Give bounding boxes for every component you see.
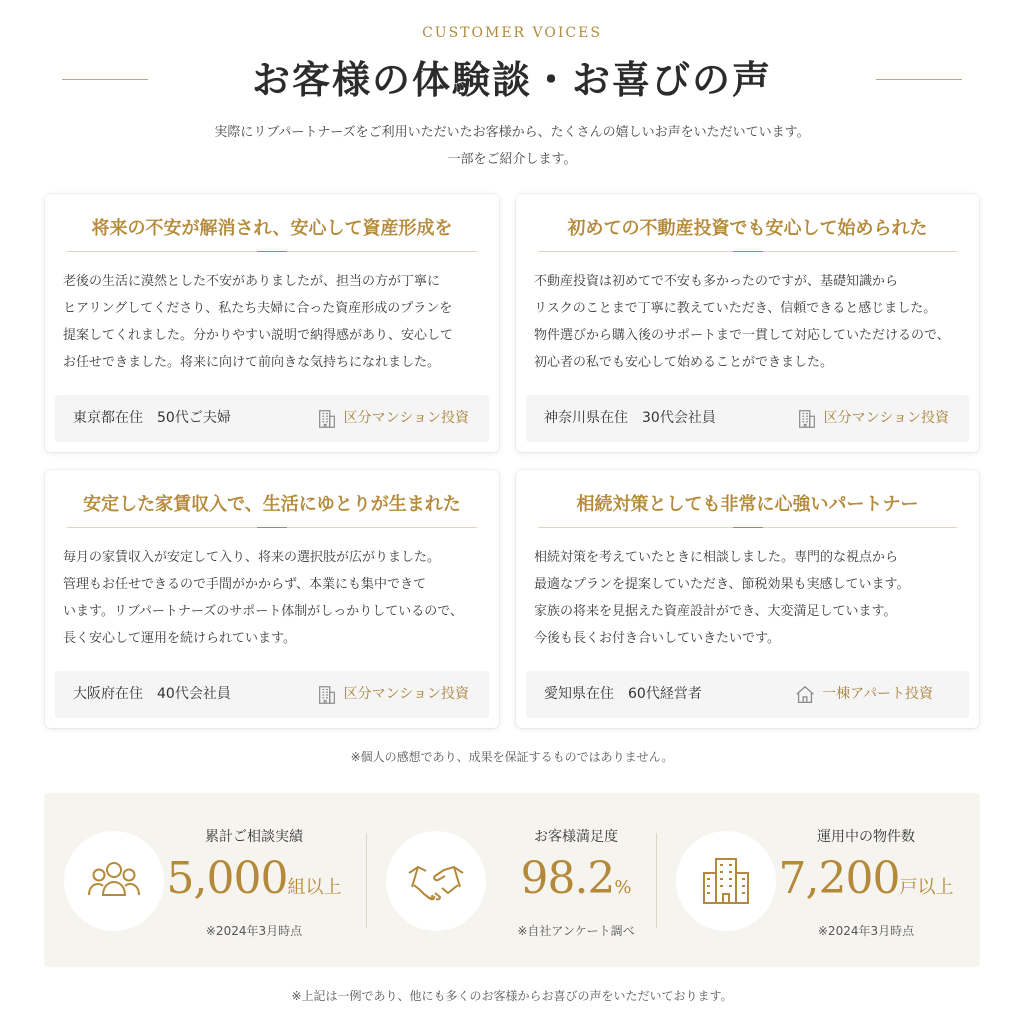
- category-label: 区分マンション投資: [343, 410, 469, 426]
- testimonial-line: お任せできました。将来に向けて前向きな気持ちになれました。: [63, 355, 441, 370]
- stat-unit: %: [614, 877, 632, 898]
- stat-unit: 組以上: [287, 877, 342, 898]
- stat-note: ※2024年3月時点: [817, 924, 915, 938]
- testimonial-card: [45, 470, 499, 728]
- building-icon: [316, 408, 338, 430]
- testimonial-line: 老後の生活に漠然とした不安がありましたが、担当の方が丁寧に: [63, 274, 441, 289]
- testimonial-line: 家族の将来を見据えた資産設計ができ、大変満足しています。: [534, 604, 897, 619]
- stat-number: 7,200: [778, 853, 900, 904]
- testimonial-line: リスクのことまで丁寧に教えていただき、信頼できると感じました。: [534, 301, 937, 316]
- customer-info: 東京都在住 50代ご夫婦: [73, 410, 231, 426]
- stat-label: 運用中の物件数: [817, 829, 915, 845]
- category-label: 区分マンション投資: [823, 410, 949, 426]
- testimonial-text: [534, 268, 963, 376]
- testimonial-line: 今後も長くお付き合いしていきたいです。: [534, 631, 780, 646]
- house-icon: [794, 684, 816, 706]
- stat-value: [476, 853, 676, 904]
- section-eyebrow: CUSTOMER VOICES: [422, 25, 602, 41]
- testimonial-title: 将来の不安が解消され、安心して資産形成を: [91, 218, 453, 239]
- testimonial-title: 安定した家賃収入で、生活にゆとりが生まれた: [83, 494, 461, 515]
- intro-line-1: 実際にリブパートナーズをご利用いただいたお客様から、たくさんの嬉しいお声をいただいています。: [214, 125, 810, 140]
- section-title-row: [0, 52, 1024, 108]
- stat-unit: 戸以上: [899, 877, 954, 898]
- stat-consultations: [44, 793, 356, 967]
- building-icon: [796, 408, 818, 430]
- testimonial-footer: [55, 395, 489, 442]
- title-divider: [67, 527, 477, 528]
- handshake-icon: [406, 851, 466, 911]
- stat-icon-circle: [676, 831, 776, 931]
- investment-category: [794, 671, 933, 718]
- building-icon: [316, 684, 338, 706]
- testimonial-text: [534, 544, 963, 652]
- testimonial-disclaimer: ※個人の感想であり、成果を保証するものではありません。: [350, 750, 674, 764]
- title-divider: [538, 251, 957, 252]
- testimonial-line: 毎月の家賃収入が安定して入り、将来の選択肢が広がりました。: [63, 550, 441, 565]
- testimonial-title: 初めての不動産投資でも安心して始められた: [567, 218, 928, 239]
- category-label: 区分マンション投資: [343, 686, 469, 702]
- stat-icon-circle: [64, 831, 164, 931]
- people-icon: [84, 851, 144, 911]
- testimonial-text: [63, 268, 483, 376]
- testimonial-footer: [526, 395, 969, 442]
- testimonial-line: 最適なプランを提案していただき、節税効果も実感しています。: [534, 577, 910, 592]
- testimonial-line: 管理もお任せできるので手間がかからず、本業にも集中できて: [63, 577, 426, 592]
- investment-category: [316, 671, 469, 718]
- testimonial-footer: [55, 671, 489, 718]
- testimonial-line: ヒアリングしてくださり、私たち夫婦に合った資産形成のプランを: [63, 301, 453, 316]
- stat-label: 累計ご相談実績: [205, 829, 303, 845]
- title-divider: [538, 527, 957, 528]
- intro-line-2: 一部をご紹介します。: [447, 152, 577, 167]
- bottom-note: ※上記は一例であり、他にも多くのお客様からお喜びの声をいただいております。: [291, 989, 733, 1003]
- testimonial-line: 初心者の私でも安心して始めることができました。: [534, 355, 834, 370]
- title-rule-right: [876, 79, 962, 80]
- investment-category: [796, 395, 949, 442]
- page-title: お客様の体験談・お喜びの声: [251, 57, 772, 102]
- customer-info: 神奈川県在住 30代会社員: [544, 410, 716, 426]
- investment-category: [316, 395, 469, 442]
- stat-note: ※自社アンケート調べ: [517, 924, 635, 938]
- testimonial-card: [516, 470, 979, 728]
- apartment-icon: [696, 851, 756, 911]
- testimonial-line: 相続対策を考えていたときに相談しました。専門的な視点から: [534, 550, 899, 565]
- testimonial-text: [63, 544, 483, 652]
- testimonial-line: 物件選びから購入後のサポートまで一貫して対応していただけるので、: [534, 328, 950, 343]
- testimonial-line: 不動産投資は初めてで不安も多かったのですが、基礎知識から: [534, 274, 899, 289]
- stats-panel: [44, 793, 980, 967]
- testimonial-line: 長く安心して運用を続けられています。: [63, 631, 296, 646]
- customer-info: 愛知県在住 60代経営者: [544, 686, 702, 702]
- category-label: 一棟アパート投資: [822, 686, 933, 702]
- title-divider: [67, 251, 477, 252]
- testimonial-title: 相続対策としても非常に心強いパートナー: [576, 494, 919, 515]
- stat-value: [154, 853, 354, 904]
- testimonial-line: います。リブパートナーズのサポート体制がしっかりしているので、: [63, 604, 464, 619]
- testimonial-card: [45, 194, 499, 452]
- customer-info: 大阪府在住 40代会社員: [73, 686, 231, 702]
- stat-satisfaction: [366, 793, 678, 967]
- stat-number: 98.2: [520, 853, 615, 904]
- testimonial-footer: [526, 671, 969, 718]
- testimonial-card: [516, 194, 979, 452]
- intro-text: [0, 119, 1024, 173]
- stat-label: お客様満足度: [534, 829, 618, 845]
- testimonial-line: 提案してくれました。分かりやすい説明で納得感があり、安心して: [63, 328, 454, 343]
- stat-properties: [656, 793, 968, 967]
- stat-note: ※2024年3月時点: [205, 924, 303, 938]
- stat-icon-circle: [386, 831, 486, 931]
- stat-value: [766, 853, 966, 904]
- stat-number: 5,000: [166, 853, 288, 904]
